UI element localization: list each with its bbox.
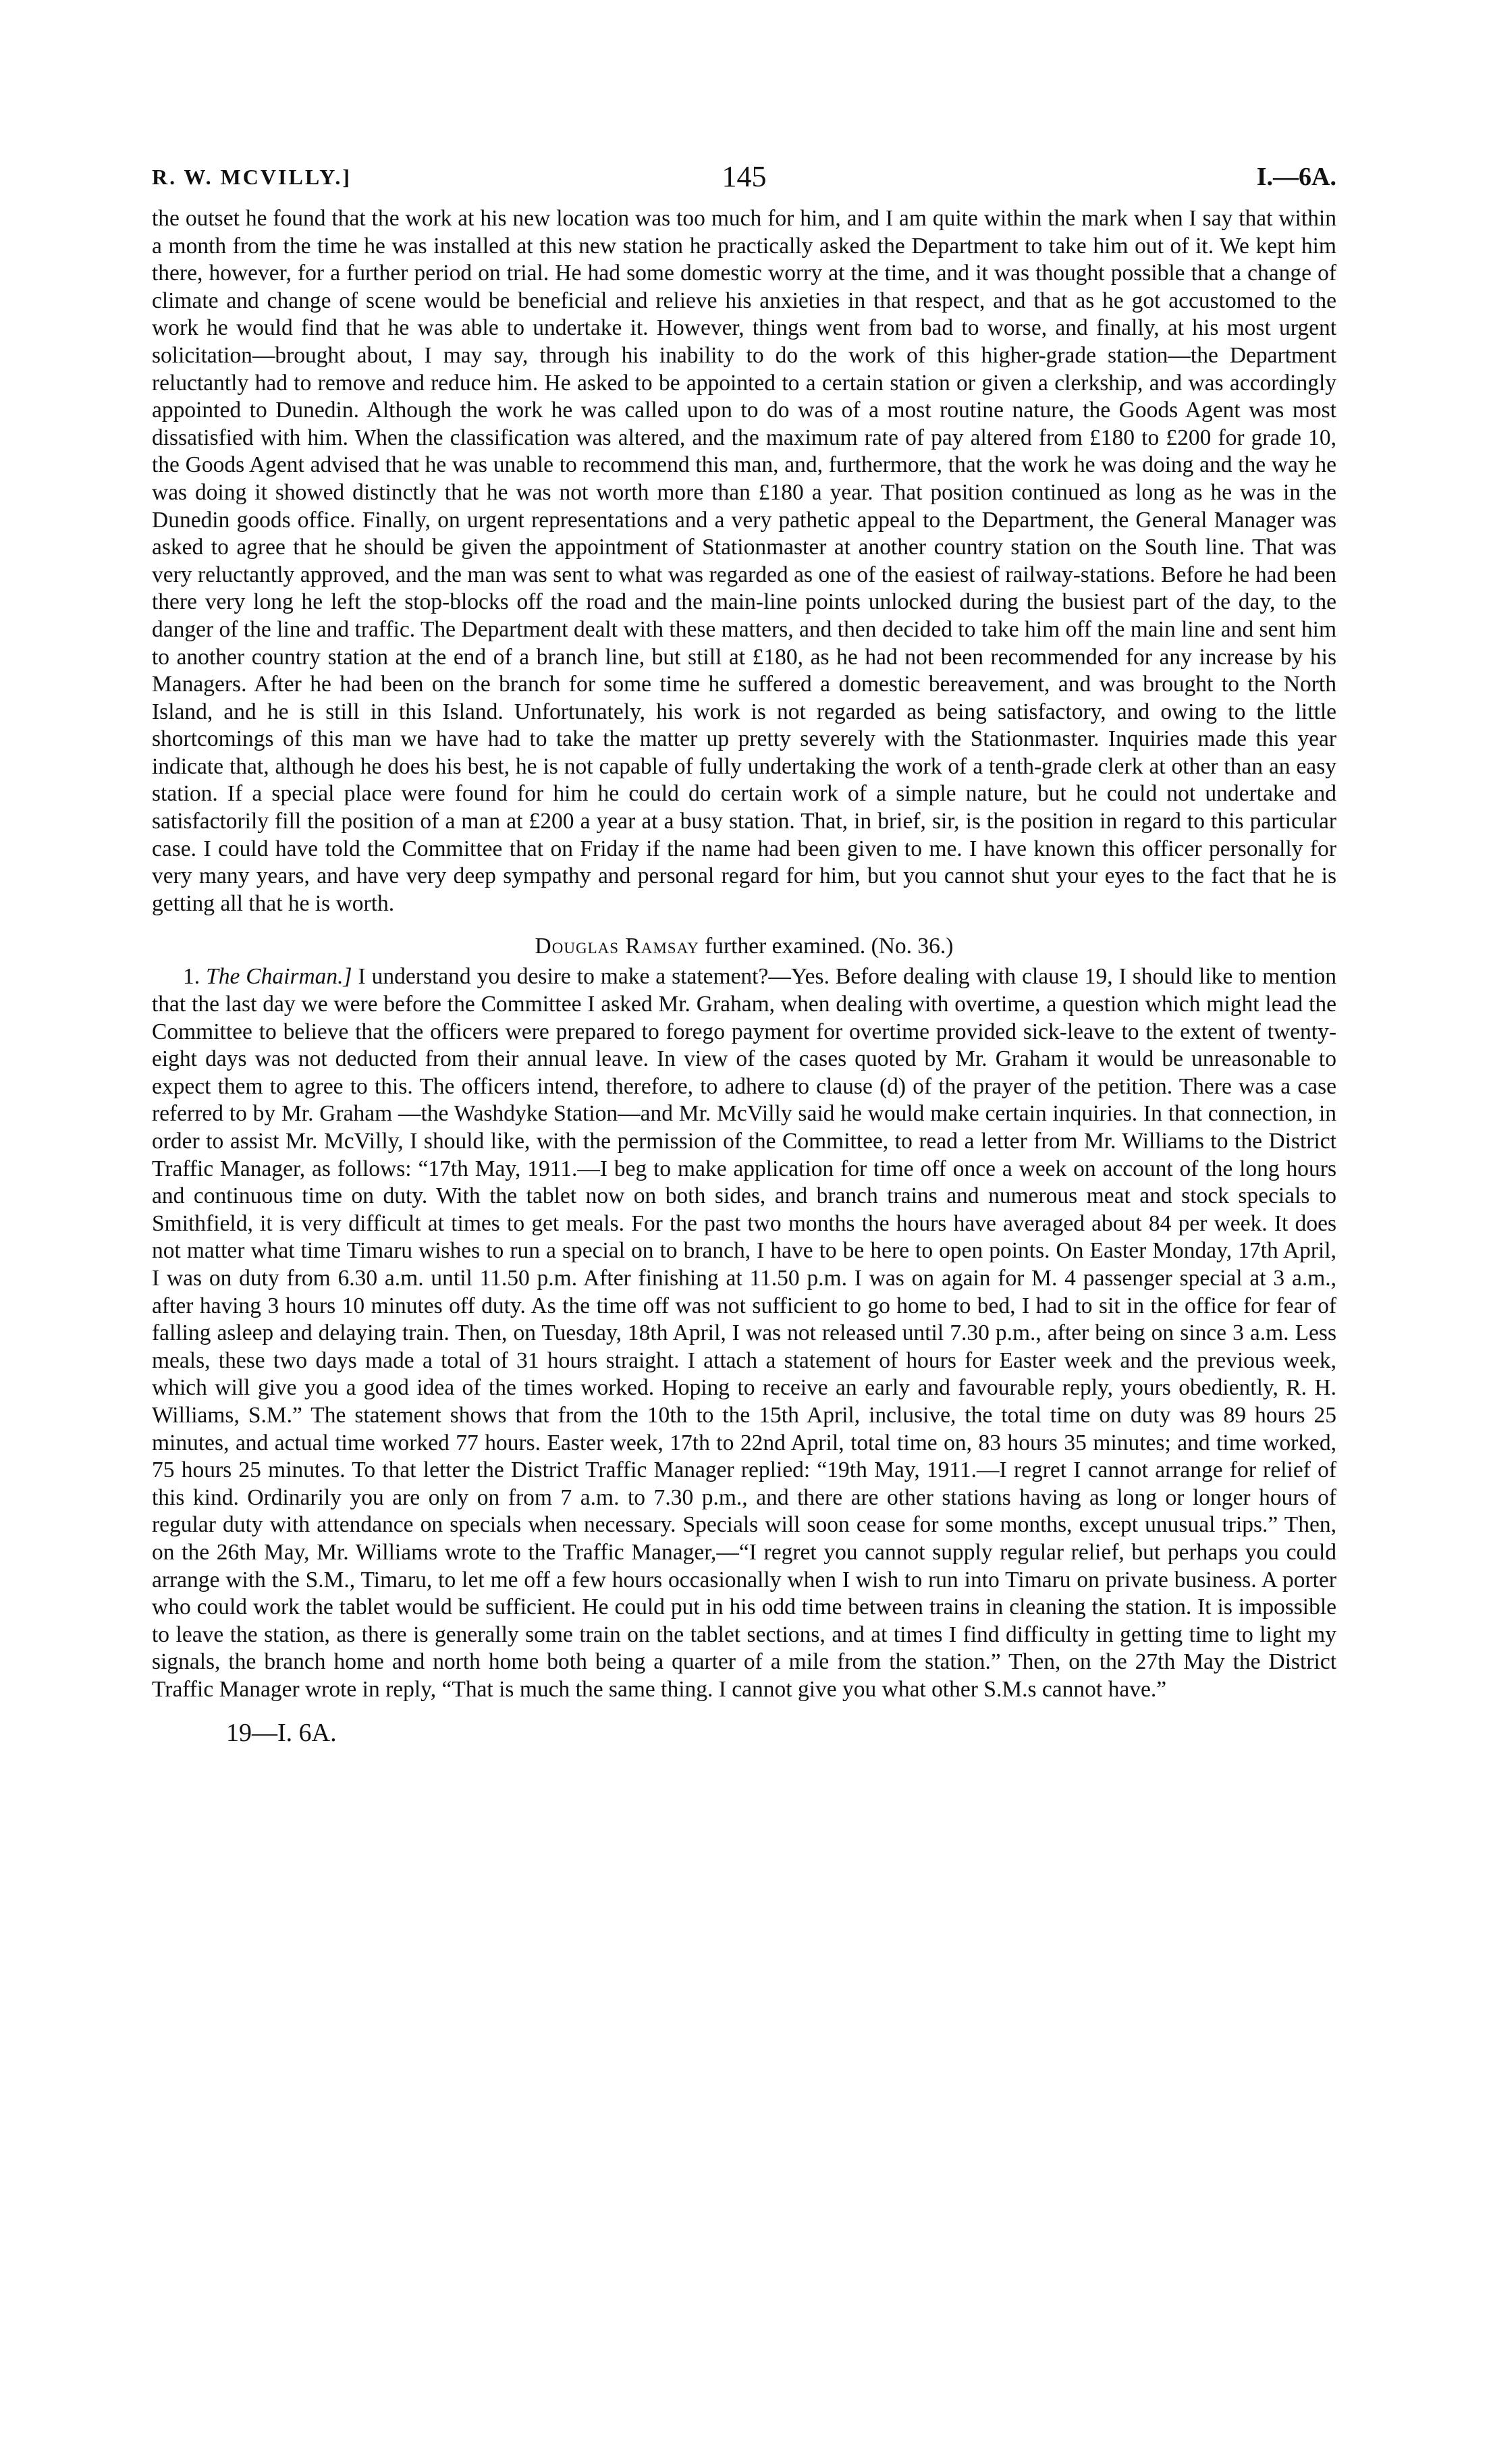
question-number: 1. (183, 964, 200, 990)
document-reference: I.—6A. (1256, 163, 1336, 191)
speaker-label: The Chairman.] (206, 964, 352, 990)
document-page (152, 159, 1336, 1748)
page-number: 145 (722, 160, 767, 193)
witness-name: Douglas Ramsay (535, 934, 699, 959)
statement-text: I understand you desire to make a statement?—Yes. Before dealing with clause 19, I should like to mention that the last day we were before the Committee I asked Mr. Graham, when dealing with overtime, a question which might lead the Committee to believe that the officers were prepared to forego payment for overtime provided sick-leave to the extent of twenty-eight days was not deducted from their annual leave. In view of the cases quoted by Mr. Graham it would be unreasonable to expect them to agree to this. The officers intend, therefore, to adhere to clause (d) of the prayer of the petition. There was a case referred to by Mr. Graham —the Washdyke Station—and Mr. McVilly said he would make certain inquiries. In that connection, in order to assist Mr. McVilly, I should like, with the permission of the Committee, to read a letter from Mr. Williams to the District Traffic Manager, as follows: “17th May, 1911.—I beg to make application for time off once a week on account of the long hours and continuous time on duty. With the tablet now on both sides, and branch trains and numerous meat and stock specials to Smithfield, it is very difficult at times to get meals. For the past two months the hours have averaged about 84 per week. It does not matter what time Timaru wishes to run a special on to branch, I have to be here to open points. On Easter Monday, 17th April, I was on duty from 6.30 a.m. until 11.50 p.m. After finishing at 11.50 p.m. I was on again for M. 4 passenger special at 3 a.m., after having 3 hours 10 minutes off duty. As the time off was not sufficient to go home to bed, I had to sit in the office for fear of falling asleep and delaying train. Then, on Tuesday, 18th April, I was not released until 7.30 p.m., after being on since 3 a.m. Less meals, these two days made a total of 31 hours straight. I attach a statement of hours for Easter week and the previous week, which will give you a good idea of the times worked. Hoping to receive an early and favourable reply, yours obediently, R. H. Williams, S.M.” The statement shows that from the 10th to the 15th April, inclusive, the total time on duty was 89 hours 25 minutes, and actual time worked 77 hours. Easter week, 17th to 22nd April, total time on, 83 hours 35 minutes; and time worked, 75 hours 25 minutes. To that letter the District Traffic Manager replied: “19th May, 1911.—I regret I cannot arrange for relief of this kind. Ordinarily you are only on from 7 a.m. to 7.30 p.m., and there are other stations having as long or longer hours of regular duty with attendance on specials when necessary. Specials will soon cease for some months, except unusual trips.” Then, on the 26th May, Mr. Williams wrote to the Traffic Manager,—“I regret you cannot supply regular relief, but perhaps you could arrange with the S.M., Timaru, to let me off a few hours occasionally when I wish to run into Timaru on private business. A porter who could work the tablet would be sufficient. He could put in his odd time between trains in cleaning the station. It is impossible to leave the station, as there is generally some train on the tablet sections, and at times I find difficulty in getting time to light my signals, the branch home and north home both being a quarter of a mile from the station.” Then, on the 27th May the District Traffic Manager wrote in reply, “That is much the same thing. I cannot give you what other S.M.s cannot have.” (152, 964, 1336, 1702)
body-paragraph-question-1 (152, 963, 1336, 1703)
body-paragraph-continuation: the outset he found that the work at his new location was too much for him, and I am quite within the mark when I say that within a month from the time he was installed at this new station he practically asked the Department to take him out of it. We kept him there, however, for a further period on trial. He had some domestic worry at the time, and it was thought possible that a change of climate and change of scene would be beneficial and relieve his anxieties in that respect, and that as he got accustomed to the work he would find that he was able to undertake it. However, things went from bad to worse, and finally, at his most urgent solicitation—brought about, I may say, through his inability to do the work of this higher-grade station—the Department reluctantly had to remove and reduce him. He asked to be appointed to a certain station or given a clerkship, and was accordingly appointed to Dunedin. Although the work he was called upon to do was of a most routine nature, the Goods Agent was most dissatisfied with him. When the classification was altered, and the maximum rate of pay altered from £180 to £200 for grade 10, the Goods Agent advised that he was unable to recommend this man, and, furthermore, that the work he was doing and the way he was doing it showed distinctly that he was not worth more than £180 a year. That position continued as long as he was in the Dunedin goods office. Finally, on urgent representations and a very pathetic appeal to the Department, the General Manager was asked to agree that he should be given the appointment of Stationmaster at another country station on the South line. That was very reluctantly approved, and the man was sent to what was regarded as one of the easiest of railway-stations. Before he had been there very long he left the stop-blocks off the road and the main-line points unlocked during the busiest part of the day, to the danger of the line and traffic. The Department dealt with these matters, and then decided to take him off the main line and sent him to another country station at the end of a branch line, but still at £180, as he had not been recommended for any increase by his Managers. After he had been on the branch for some time he suffered a domestic bereavement, and was brought to the North Island, and he is still in this Island. Unfortunately, his work is not regarded as being satisfactory, and owing to the little shortcomings of this man we have had to take the matter up pretty severely with the Stationmaster. Inquiries made this year indicate that, although he does his best, he is not capable of fully undertaking the work of a tenth-grade clerk at other than an easy station. If a special place were found for him he could do certain work of a simple nature, but he could not undertake and satisfactorily fill the position of a man at £200 a year at a busy station. That, in brief, sir, is the position in regard to this particular case. I could have told the Committee that on Friday if the name had been given to me. I have known this officer personally for very many years, and have very deep sympathy and personal regard for him, but you cannot shut your eyes to the fact that he is getting all that he is worth. (152, 206, 1336, 916)
signature-mark: 19—I. 6A. (226, 1719, 337, 1748)
running-head-left: R. W. MCVILLY.] (152, 165, 352, 189)
page-header (152, 159, 1336, 200)
examination-note: further examined. (No. 36.) (699, 934, 954, 959)
examination-heading (152, 932, 1336, 961)
